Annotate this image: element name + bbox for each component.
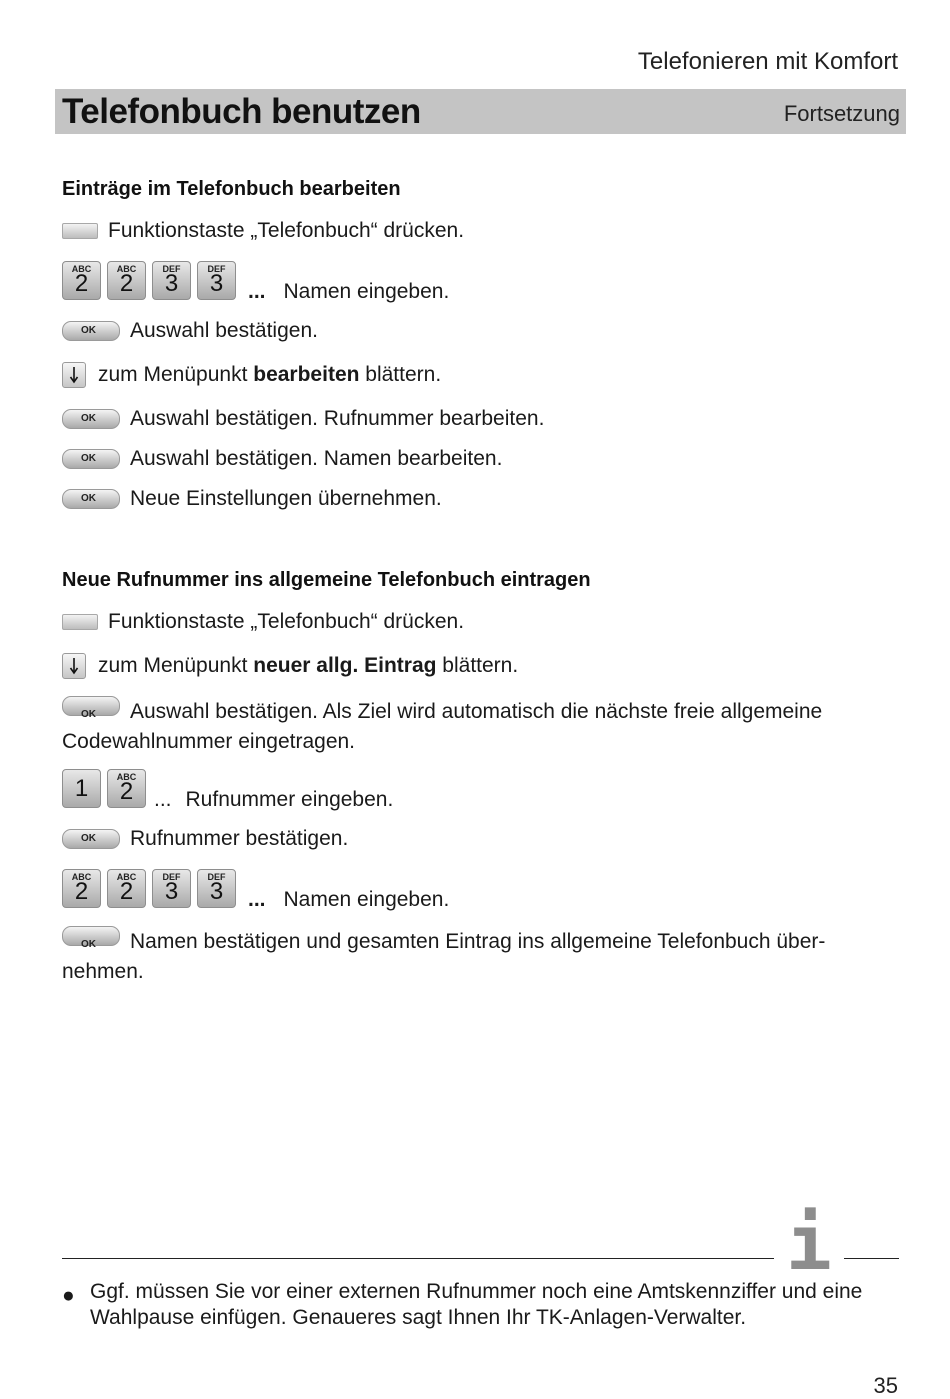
ok-key-icon: OK [62, 409, 120, 429]
ok-key-icon: OK [62, 696, 120, 716]
ellipsis: ... [154, 788, 172, 811]
step-edit-name [62, 447, 502, 471]
section-heading-edit-entries: Einträge im Telefonbuch bearbeiten [62, 178, 401, 200]
ellipsis: ... [248, 888, 266, 911]
info-divider-left [62, 1258, 774, 1259]
section-heading-new-number: Neue Rufnummer ins allgemeine Telefonbuch eintragen [62, 569, 591, 591]
ellipsis: ... [248, 280, 266, 303]
ok-key-icon: OK [62, 489, 120, 509]
step-text: Rufnummer eingeben. [185, 788, 394, 811]
keypad-3-icon: DEF 3 [197, 869, 236, 908]
menu-item-new-entry: neuer allg. Eintrag [253, 654, 437, 677]
page-title: Telefonbuch benutzen [62, 92, 421, 131]
continuation-label: Fortsetzung [783, 101, 900, 126]
step-confirm-name-save [62, 926, 892, 987]
menu-item-edit: bearbeiten [253, 363, 360, 386]
info-icon: i [786, 1198, 832, 1287]
step-text: Auswahl bestätigen. Namen bearbeiten. [130, 447, 503, 470]
step-text: Auswahl bestätigen. [130, 319, 318, 342]
step-enter-name [62, 869, 450, 911]
keypad-2-icon: ABC 2 [62, 869, 101, 908]
chapter-title: Telefonieren mit Komfort [637, 48, 898, 75]
keypad-2-icon: ABC 2 [107, 769, 146, 808]
info-divider-right [844, 1258, 899, 1259]
step-text: Namen eingeben. [283, 888, 450, 911]
keypad-2-icon: ABC 2 [107, 261, 146, 300]
step-scroll-edit [62, 362, 441, 388]
step-phonebook-key [62, 219, 464, 243]
ok-key-icon: OK [62, 829, 120, 849]
step-text: Auswahl bestätigen. Rufnummer bearbeiten. [130, 407, 545, 430]
ok-key-icon: OK [62, 926, 120, 946]
step-text: Funktionstaste „Telefonbuch“ drücken. [108, 610, 465, 633]
function-key-icon [62, 223, 98, 239]
keypad-1-icon: 1 [62, 769, 101, 808]
keypad-2-icon: ABC 2 [107, 869, 146, 908]
arrow-down-icon [62, 362, 86, 388]
step-text: Namen bestätigen und gesamten Eintrag ins allgemeine Telefonbuch über-nehmen. [62, 930, 826, 983]
step-text-post: blättern. [359, 363, 442, 386]
arrow-down-icon [62, 653, 86, 679]
step-confirm-selection [62, 319, 318, 343]
keypad-3-icon: DEF 3 [197, 261, 236, 300]
bullet-icon: ● [62, 1284, 75, 1307]
step-enter-number [62, 769, 394, 811]
step-text-pre: zum Menüpunkt [98, 654, 254, 677]
step-apply-settings [62, 487, 442, 511]
keypad-3-icon: DEF 3 [152, 869, 191, 908]
keypad-2-icon: ABC 2 [62, 261, 101, 300]
step-scroll-new-entry [62, 653, 518, 679]
keypad-3-icon: DEF 3 [152, 261, 191, 300]
step-text-post: blättern. [436, 654, 519, 677]
step-text: Namen eingeben. [283, 280, 450, 303]
info-note: Ggf. müssen Sie vor einer externen Rufnummer noch eine Amtskennziffer und eine Wahlpause einfügen. Genaueres sagt Ihnen Ihr TK-Anlagen-Verwalter. [90, 1280, 863, 1329]
step-text: Funktionstaste „Telefonbuch“ drücken. [108, 219, 465, 242]
ok-key-icon: OK [62, 321, 120, 341]
step-enter-name [62, 261, 450, 303]
ok-key-icon: OK [62, 449, 120, 469]
page-number: 35 [873, 1373, 898, 1398]
function-key-icon [62, 614, 98, 630]
step-text-pre: zum Menüpunkt [98, 363, 254, 386]
step-text: Rufnummer bestätigen. [130, 827, 349, 850]
step-edit-number [62, 407, 544, 431]
step-text: Auswahl bestätigen. Als Ziel wird automatisch die nächste freie allgemeine Codewahlnummer eingetragen. [62, 700, 823, 753]
step-phonebook-key [62, 610, 464, 634]
step-confirm-number [62, 827, 348, 851]
step-confirm-auto-target [62, 696, 892, 757]
step-text: Neue Einstellungen übernehmen. [130, 487, 442, 510]
